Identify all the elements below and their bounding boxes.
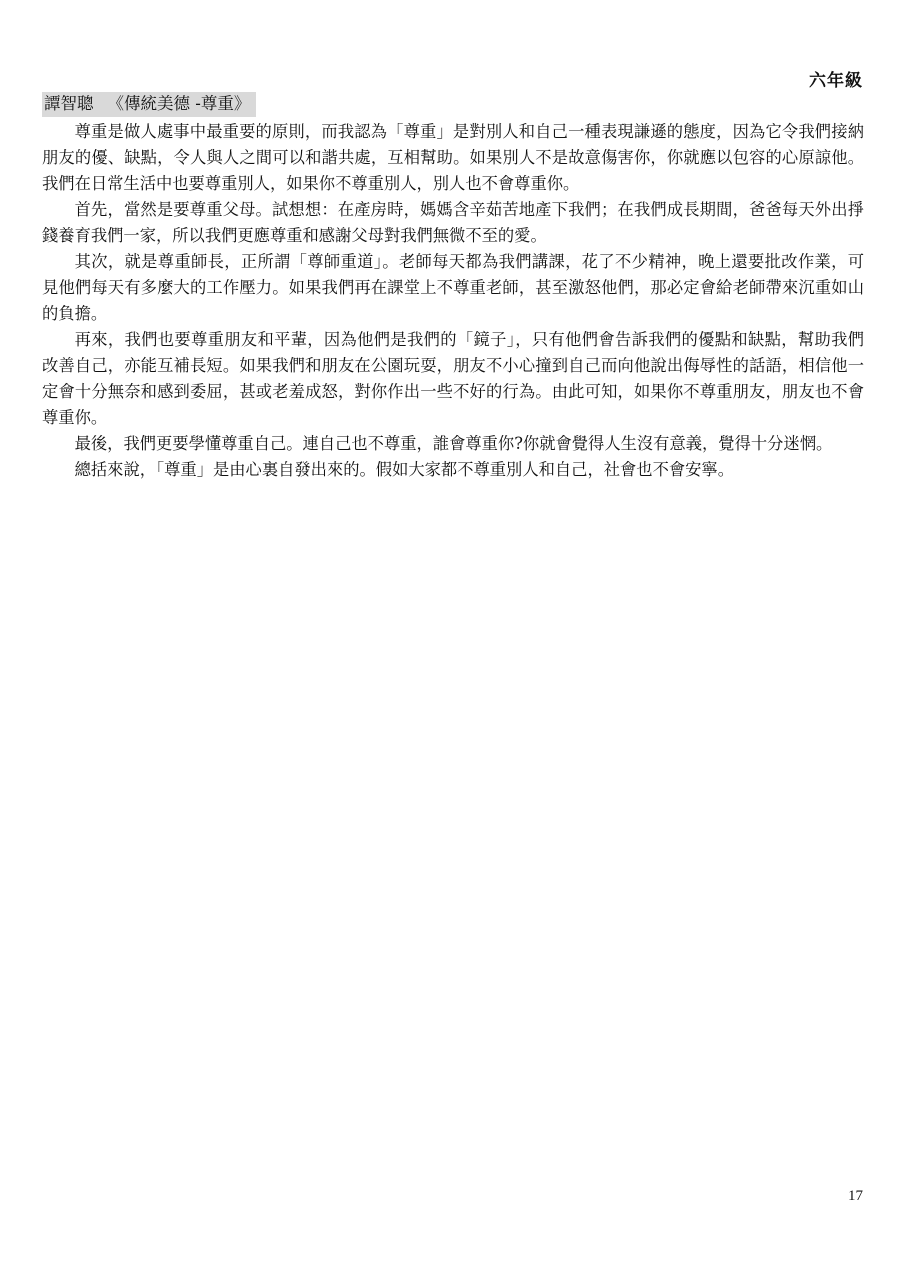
essay-title: 《傳統美德 -尊重》: [107, 94, 251, 113]
byline: [42, 92, 256, 117]
paragraph: 再來，我們也要尊重朋友和平輩，因為他們是我們的「鏡子」，只有他們會告訴我們的優點和缺點，幫助我們改善自己，亦能互補長短。如果我們和朋友在公園玩耍，朋友不小心撞到自己而向他說出侮辱性的話語，相信他一定會十分無奈和感到委屈，甚或老羞成怒，對你作出一些不好的行為。由此可知，如果你不尊重朋友，朋友也不會尊重你。: [42, 330, 864, 427]
essay-body: [42, 119, 864, 483]
grade-label: 六年級: [809, 71, 863, 91]
author-name: 譚智聰: [44, 94, 94, 113]
paragraph: 總括來說，「尊重」是由心裏自發出來的。假如大家都不尊重別人和自己，社會也不會安寧。: [74, 460, 734, 479]
paragraph: 首先，當然是要尊重父母。試想想：在產房時，媽媽含辛茹苦地產下我們；在我們成長期間，爸爸每天外出掙錢養育我們一家，所以我們更應尊重和感謝父母對我們無微不至的愛。: [42, 200, 864, 245]
paragraph: 其次，就是尊重師長，正所謂「尊師重道」。老師每天都為我們講課，花了不少精神，晚上還要批改作業，可見他們每天有多麼大的工作壓力。如果我們再在課堂上不尊重老師，甚至激怒他們，那必定會給老師帶來沉重如山的負擔。: [42, 252, 864, 323]
page-number: 17: [848, 1188, 863, 1204]
paragraph: 最後，我們更要學懂尊重自己。連自己也不尊重，誰會尊重你?你就會覺得人生沒有意義，覺得十分迷惘。: [74, 434, 833, 453]
paragraph: 尊重是做人處事中最重要的原則，而我認為「尊重」是對別人和自己一種表現謙遜的態度，因為它令我們接納朋友的優、缺點，令人與人之間可以和諧共處，互相幫助。如果別人不是故意傷害你，你就應以包容的心原諒他。我們在日常生活中也要尊重別人，如果你不尊重別人，別人也不會尊重你。: [42, 122, 864, 193]
